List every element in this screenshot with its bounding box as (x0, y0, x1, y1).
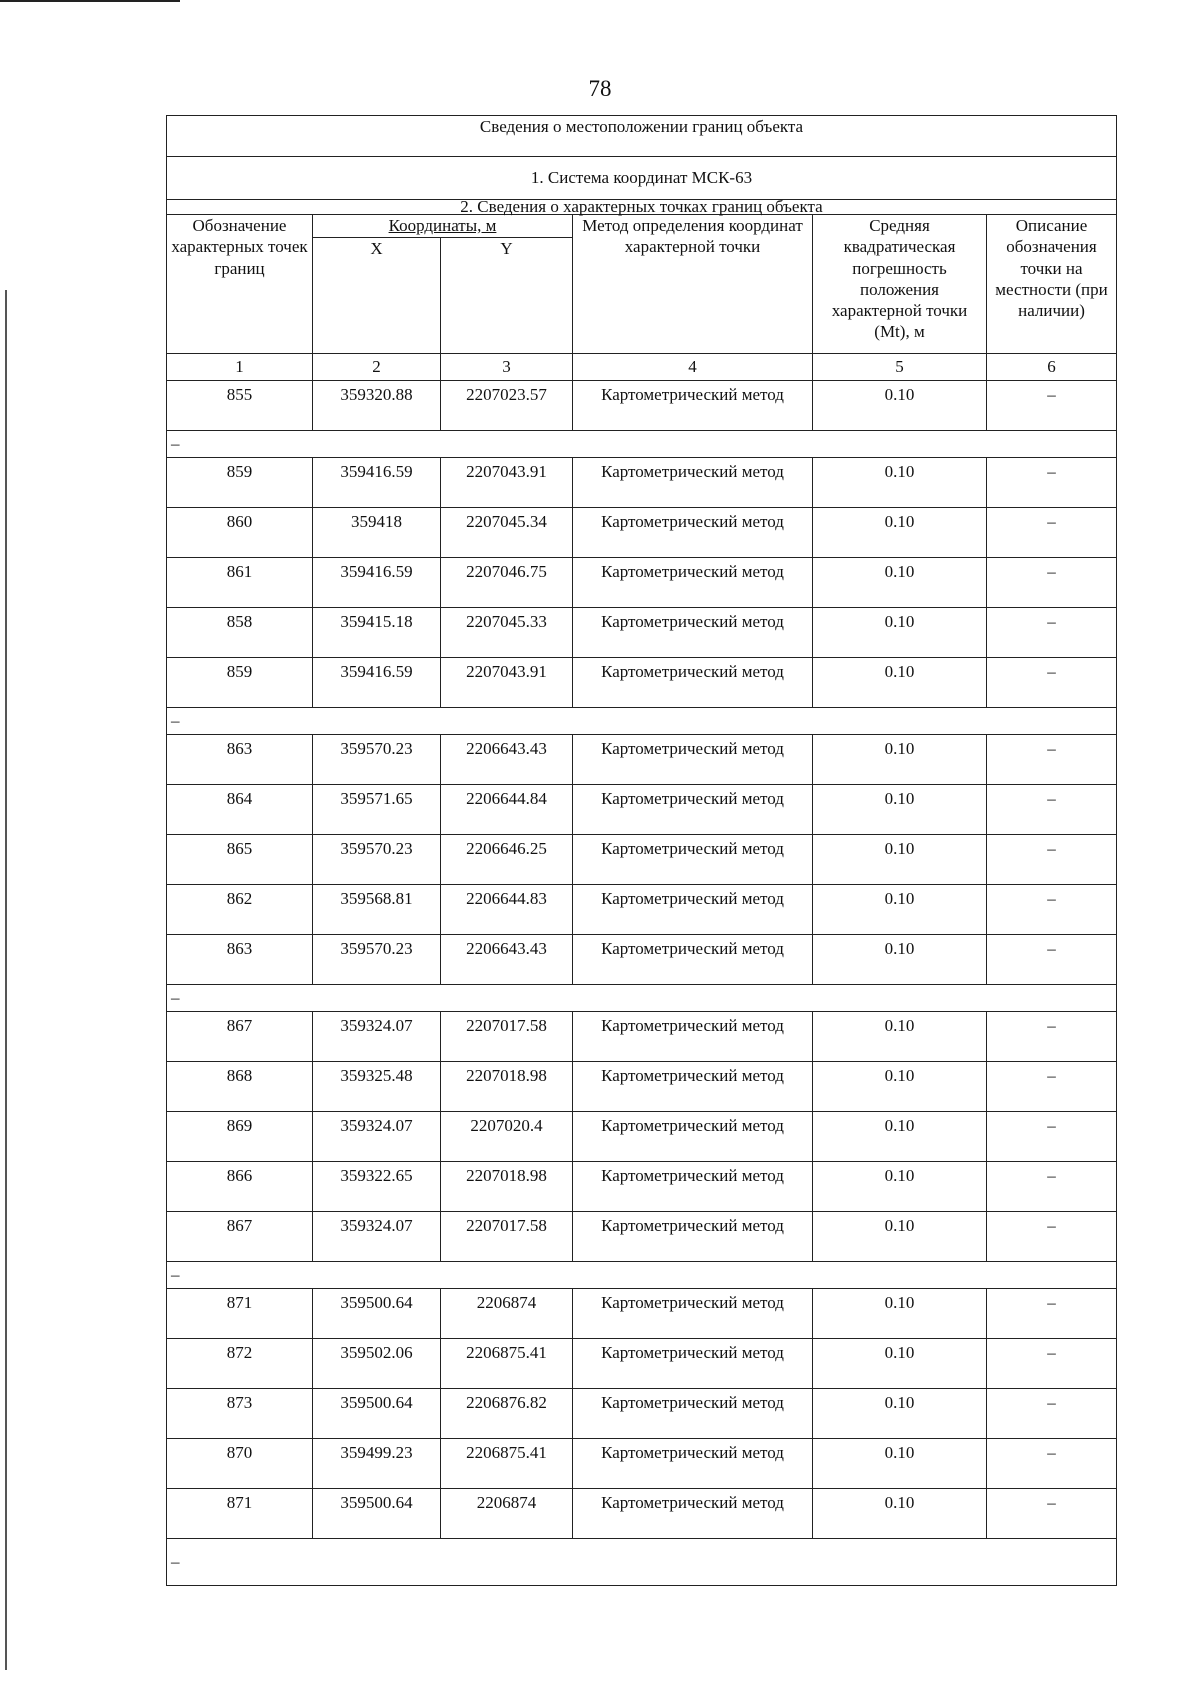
method: Картометрический метод (573, 1162, 813, 1212)
coord-x: 359416.59 (313, 558, 441, 608)
point-description: – (987, 1289, 1117, 1339)
column-number: 3 (441, 354, 573, 381)
point-designation: 867 (167, 1212, 313, 1262)
header-coordinates: Координаты, м (313, 215, 573, 238)
coord-x: 359500.64 (313, 1389, 441, 1439)
table-row (167, 1112, 1117, 1162)
coord-x: 359570.23 (313, 935, 441, 985)
coord-x: 359571.65 (313, 785, 441, 835)
point-designation: 858 (167, 608, 313, 658)
column-number: 5 (813, 354, 987, 381)
coord-x: 359570.23 (313, 835, 441, 885)
table-row (167, 658, 1117, 708)
coord-y: 2207018.98 (441, 1162, 573, 1212)
scan-edge-line (0, 0, 180, 2)
table-row (167, 1489, 1117, 1539)
mean-error: 0.10 (813, 558, 987, 608)
mean-error: 0.10 (813, 1112, 987, 1162)
mean-error: 0.10 (813, 1339, 987, 1389)
mean-error: 0.10 (813, 1162, 987, 1212)
mean-error: 0.10 (813, 1212, 987, 1262)
mean-error: 0.10 (813, 1012, 987, 1062)
coord-x: 359325.48 (313, 1062, 441, 1112)
method: Картометрический метод (573, 835, 813, 885)
coord-y: 2206644.83 (441, 885, 573, 935)
coord-y: 2207017.58 (441, 1212, 573, 1262)
coord-x: 359418 (313, 508, 441, 558)
method: Картометрический метод (573, 458, 813, 508)
point-description: – (987, 1489, 1117, 1539)
point-description: – (987, 1389, 1117, 1439)
coord-x: 359416.59 (313, 458, 441, 508)
method: Картометрический метод (573, 1489, 813, 1539)
table-row (167, 608, 1117, 658)
point-designation: 871 (167, 1289, 313, 1339)
mean-error: 0.10 (813, 658, 987, 708)
point-designation: 867 (167, 1012, 313, 1062)
coord-y: 2207043.91 (441, 458, 573, 508)
point-description: – (987, 735, 1117, 785)
coord-x: 359324.07 (313, 1012, 441, 1062)
method: Картометрический метод (573, 1212, 813, 1262)
coord-y: 2206644.84 (441, 785, 573, 835)
contour-separator: – (167, 985, 1117, 1012)
mean-error: 0.10 (813, 935, 987, 985)
table-row (167, 458, 1117, 508)
method: Картометрический метод (573, 608, 813, 658)
method: Картометрический метод (573, 1012, 813, 1062)
point-description: – (987, 1439, 1117, 1489)
header-x: X (313, 238, 441, 354)
table-row (167, 1212, 1117, 1262)
method: Картометрический метод (573, 658, 813, 708)
method: Картометрический метод (573, 1339, 813, 1389)
contour-separator: – (167, 431, 1117, 458)
coord-x: 359322.65 (313, 1162, 441, 1212)
point-designation: 868 (167, 1062, 313, 1112)
scan-edge-line (5, 290, 7, 1670)
mean-error: 0.10 (813, 458, 987, 508)
method: Картометрический метод (573, 785, 813, 835)
coord-y: 2206643.43 (441, 935, 573, 985)
method: Картометрический метод (573, 735, 813, 785)
point-designation: 869 (167, 1112, 313, 1162)
contour-separator: – (167, 1262, 1117, 1289)
coord-y: 2207045.34 (441, 508, 573, 558)
contour-separator-row (167, 1539, 1117, 1586)
point-description: – (987, 608, 1117, 658)
point-description: – (987, 1062, 1117, 1112)
method: Картометрический метод (573, 1389, 813, 1439)
point-designation: 859 (167, 658, 313, 708)
header-mean-error: Средняя квадратическая погрешность положения характерной точки (Mt), м (813, 215, 987, 354)
contour-separator-row (167, 431, 1117, 458)
header-description: Описание обозначения точки на местности (при наличии) (987, 215, 1117, 354)
mean-error: 0.10 (813, 885, 987, 935)
method: Картометрический метод (573, 558, 813, 608)
column-number: 1 (167, 354, 313, 381)
method: Картометрический метод (573, 1062, 813, 1112)
contour-separator-row (167, 1262, 1117, 1289)
table-row (167, 1062, 1117, 1112)
point-designation: 872 (167, 1339, 313, 1389)
point-description: – (987, 381, 1117, 431)
table-row (167, 1339, 1117, 1389)
method: Картометрический метод (573, 1439, 813, 1489)
point-designation: 860 (167, 508, 313, 558)
point-description: – (987, 1162, 1117, 1212)
section-heading: 2. Сведения о характерных точках границ объекта (167, 200, 1117, 215)
point-designation: 873 (167, 1389, 313, 1439)
coord-y: 2207017.58 (441, 1012, 573, 1062)
coord-x: 359570.23 (313, 735, 441, 785)
header-point-designation: Обозначение характерных точек границ (167, 215, 313, 354)
mean-error: 0.10 (813, 508, 987, 558)
coord-y: 2207045.33 (441, 608, 573, 658)
table-row (167, 785, 1117, 835)
coord-y: 2206646.25 (441, 835, 573, 885)
point-description: – (987, 1339, 1117, 1389)
point-designation: 862 (167, 885, 313, 935)
coord-y: 2206876.82 (441, 1389, 573, 1439)
coord-x: 359416.59 (313, 658, 441, 708)
point-description: – (987, 1212, 1117, 1262)
table-row (167, 1439, 1117, 1489)
table-row (167, 1289, 1117, 1339)
point-designation: 861 (167, 558, 313, 608)
coord-y: 2207046.75 (441, 558, 573, 608)
method: Картометрический метод (573, 885, 813, 935)
mean-error: 0.10 (813, 1439, 987, 1489)
column-number: 6 (987, 354, 1117, 381)
contour-separator-row (167, 708, 1117, 735)
point-description: – (987, 1112, 1117, 1162)
point-description: – (987, 1012, 1117, 1062)
method: Картометрический метод (573, 1112, 813, 1162)
coord-y: 2207020.4 (441, 1112, 573, 1162)
method: Картометрический метод (573, 381, 813, 431)
point-designation: 870 (167, 1439, 313, 1489)
table-row (167, 1389, 1117, 1439)
mean-error: 0.10 (813, 785, 987, 835)
coord-x: 359324.07 (313, 1112, 441, 1162)
method: Картометрический метод (573, 508, 813, 558)
point-description: – (987, 935, 1117, 985)
boundary-points-table (166, 115, 1117, 1586)
table-row (167, 558, 1117, 608)
table-row (167, 508, 1117, 558)
table-row (167, 381, 1117, 431)
header-y: Y (441, 238, 573, 354)
coord-x: 359324.07 (313, 1212, 441, 1262)
contour-separator-row (167, 985, 1117, 1012)
coord-y: 2206875.41 (441, 1339, 573, 1389)
column-number: 4 (573, 354, 813, 381)
table-row (167, 1012, 1117, 1062)
coord-x: 359320.88 (313, 381, 441, 431)
table-title: Сведения о местоположении границ объекта (167, 116, 1117, 157)
point-description: – (987, 835, 1117, 885)
point-description: – (987, 508, 1117, 558)
coord-x: 359502.06 (313, 1339, 441, 1389)
point-description: – (987, 458, 1117, 508)
point-description: – (987, 785, 1117, 835)
point-description: – (987, 558, 1117, 608)
table-row (167, 735, 1117, 785)
point-description: – (987, 885, 1117, 935)
mean-error: 0.10 (813, 608, 987, 658)
point-designation: 871 (167, 1489, 313, 1539)
method: Картометрический метод (573, 1289, 813, 1339)
mean-error: 0.10 (813, 835, 987, 885)
coord-y: 2206874 (441, 1289, 573, 1339)
table-row (167, 885, 1117, 935)
mean-error: 0.10 (813, 1289, 987, 1339)
contour-separator: – (167, 708, 1117, 735)
point-designation: 865 (167, 835, 313, 885)
coord-x: 359568.81 (313, 885, 441, 935)
table-row (167, 935, 1117, 985)
point-designation: 864 (167, 785, 313, 835)
method: Картометрический метод (573, 935, 813, 985)
page-number: 78 (588, 76, 612, 101)
mean-error: 0.10 (813, 1062, 987, 1112)
point-designation: 859 (167, 458, 313, 508)
point-description: – (987, 658, 1117, 708)
point-designation: 863 (167, 735, 313, 785)
header-method: Метод определения координат характерной точки (573, 215, 813, 354)
coord-y: 2206875.41 (441, 1439, 573, 1489)
point-designation: 863 (167, 935, 313, 985)
coord-y: 2207018.98 (441, 1062, 573, 1112)
coordinate-system: 1. Система координат МСК-63 (167, 157, 1117, 200)
contour-separator: – (167, 1539, 1117, 1586)
table-row (167, 835, 1117, 885)
coord-y: 2207043.91 (441, 658, 573, 708)
mean-error: 0.10 (813, 1389, 987, 1439)
coord-y: 2206643.43 (441, 735, 573, 785)
coord-y: 2207023.57 (441, 381, 573, 431)
coord-x: 359415.18 (313, 608, 441, 658)
coord-x: 359500.64 (313, 1289, 441, 1339)
table-row (167, 1162, 1117, 1212)
coord-x: 359500.64 (313, 1489, 441, 1539)
point-designation: 866 (167, 1162, 313, 1212)
point-designation: 855 (167, 381, 313, 431)
column-number: 2 (313, 354, 441, 381)
mean-error: 0.10 (813, 381, 987, 431)
mean-error: 0.10 (813, 735, 987, 785)
coord-y: 2206874 (441, 1489, 573, 1539)
coord-x: 359499.23 (313, 1439, 441, 1489)
mean-error: 0.10 (813, 1489, 987, 1539)
